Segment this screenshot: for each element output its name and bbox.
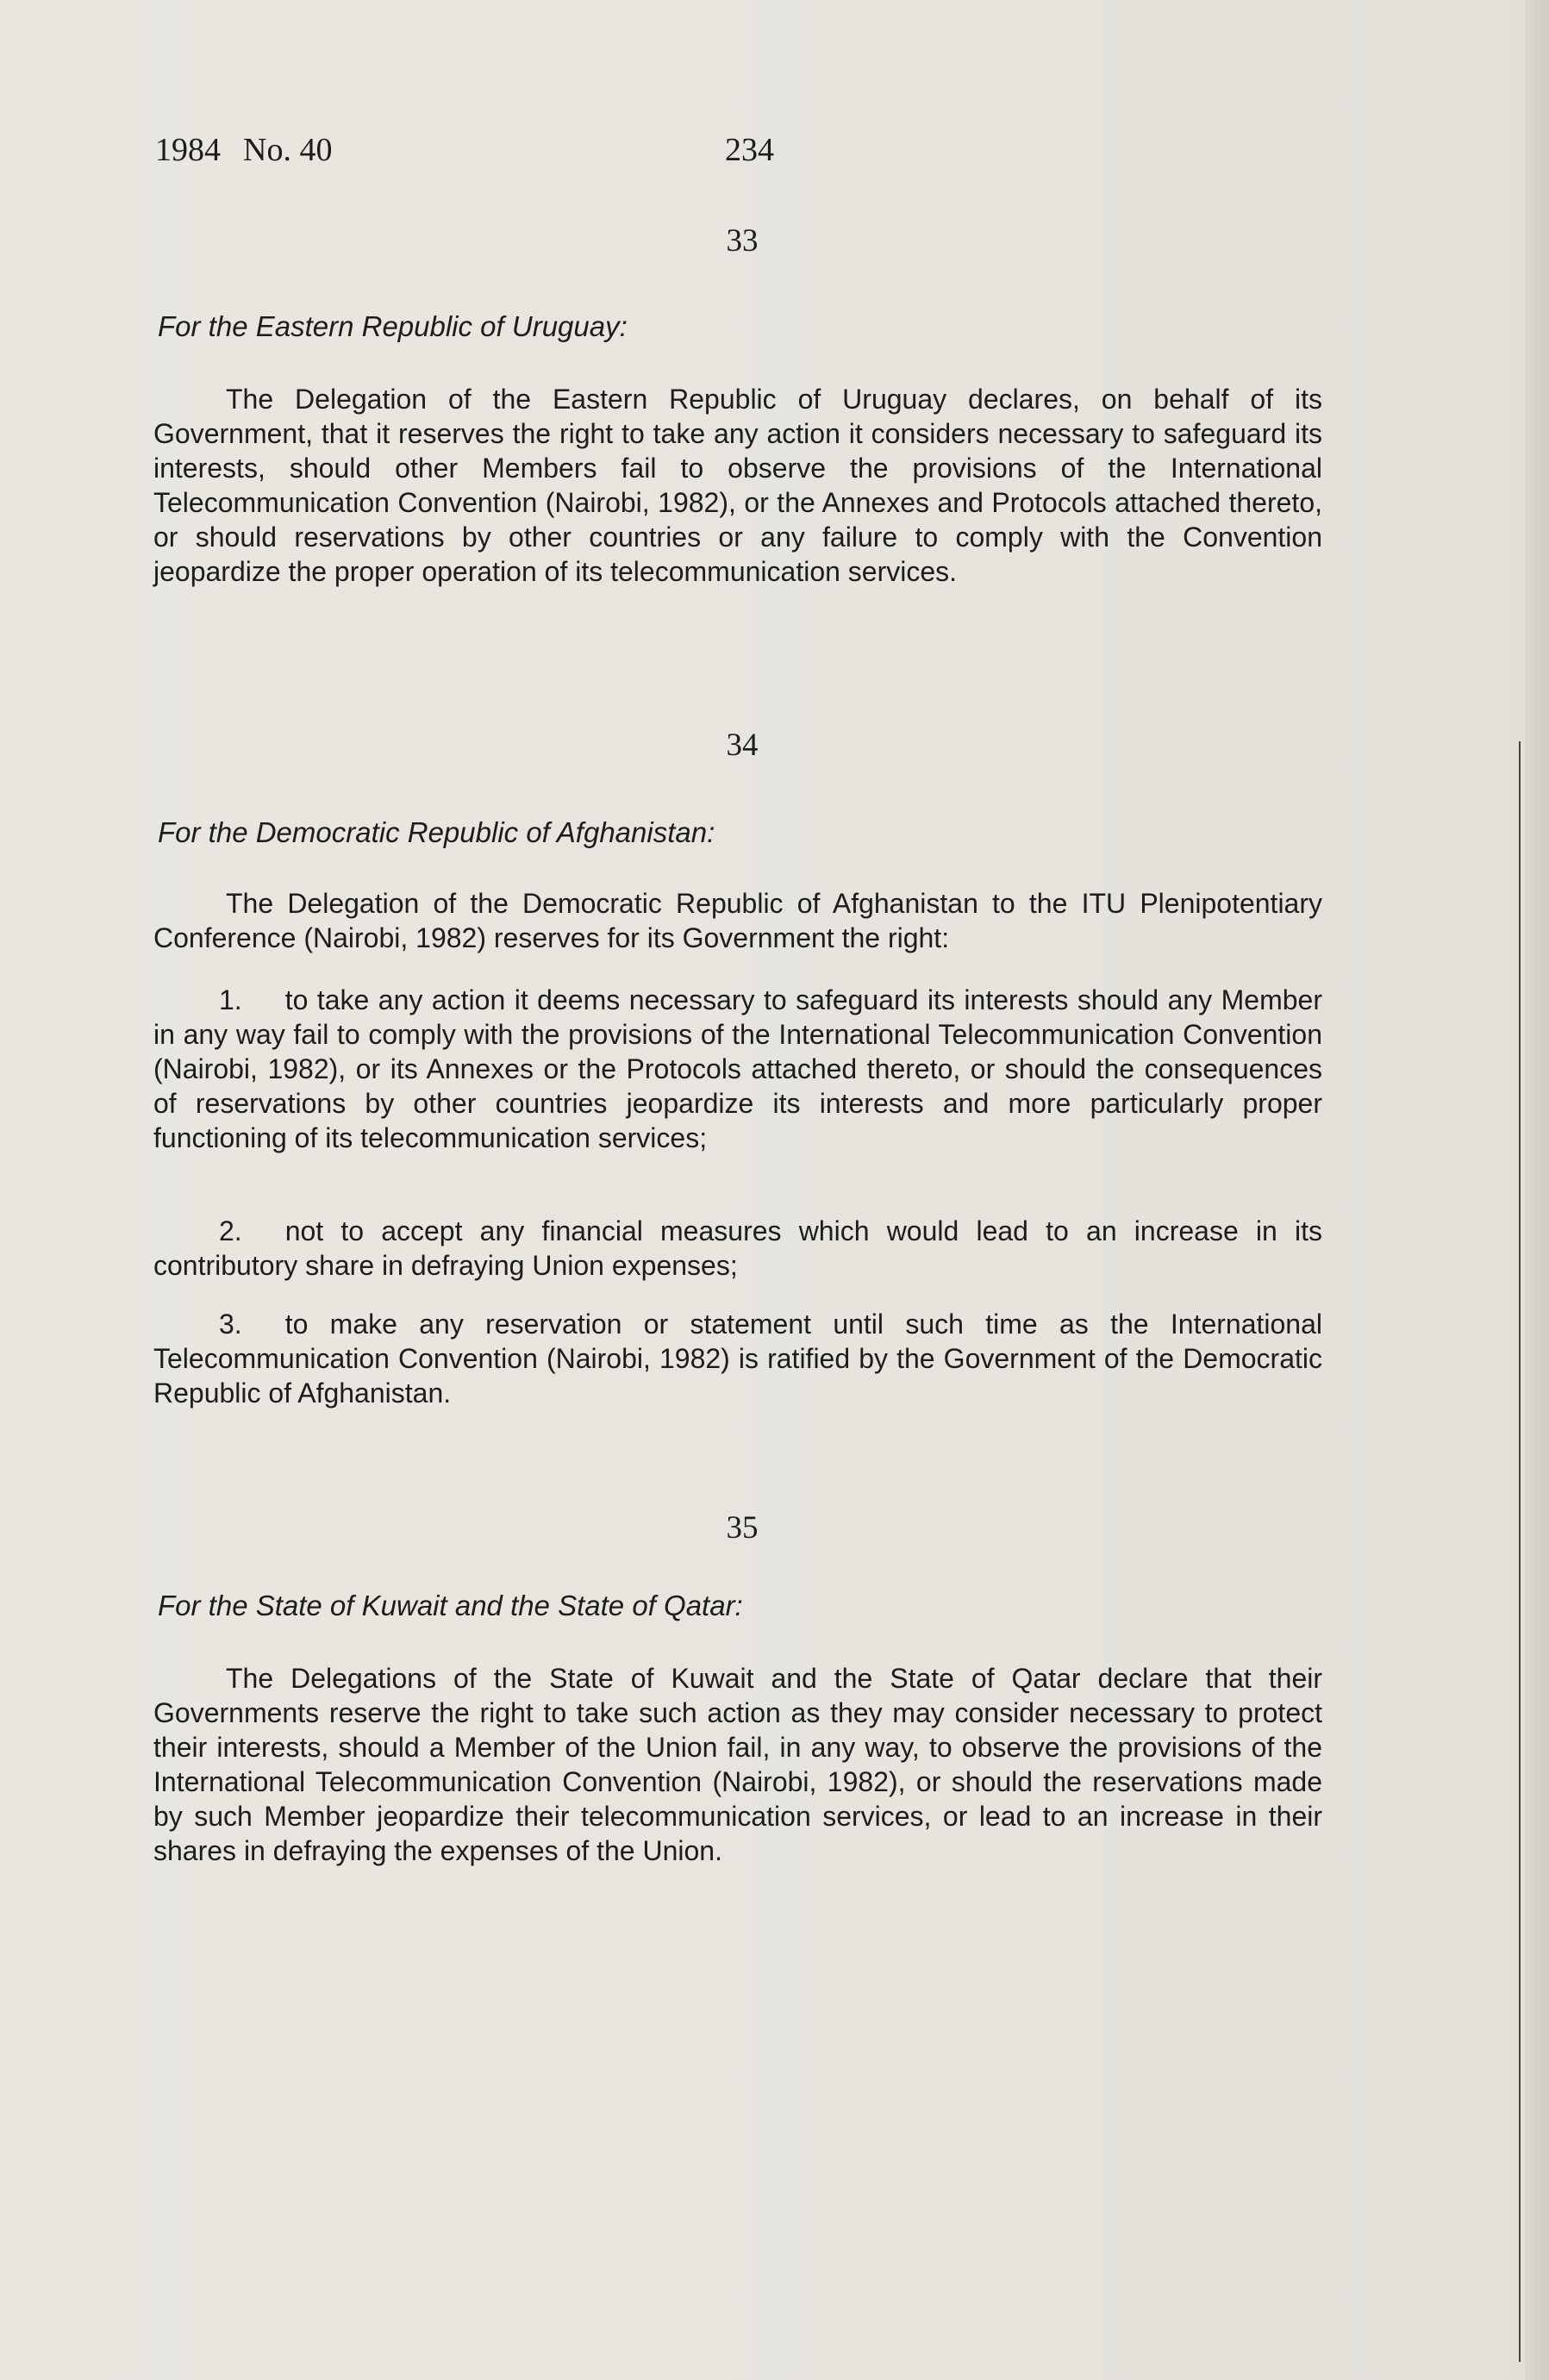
section-paragraph-uruguay: The Delegation of the Eastern Republic of Uruguay declares, on behalf of its Government, that it reserves the right to take any action it considers necessary to safeguard its interests, should other Members fail to observe the provisions of the International Telecommunication Convention (Nairobi, 1982), or the Annexes and Protocols attached thereto, or should reservations by other countries or any failure to comply with the Convention jeopardize the proper operation of its telecommunication services. <box>153 384 1322 587</box>
list-item-number: 2. <box>219 1215 242 1246</box>
section-paragraph-afghanistan: The Delegation of the Democratic Republic of Afghanistan to the ITU Plenipotentiary Conference (Nairobi, 1982) reserves for its Government the right: <box>153 888 1322 953</box>
header-page-number: 234 <box>725 132 774 168</box>
list-item-text: to make any reservation or statement until such time as the International Telecommunication Convention (Nairobi, 1982) is ratified by the Government of the Democratic Republic of Afghanistan. <box>153 1309 1322 1409</box>
section-number-34: 34 <box>726 728 759 763</box>
list-item <box>153 1214 1322 1283</box>
list-item-text: to take any action it deems necessary to safeguard its interests should any Member in any way fail to comply with the provisions of the International Telecommunication Convention (Nairobi, 1982), or its Annexes or the Protocols attached thereto, or should the consequences of reservations by other countries jeopardize its interests and more particularly proper functioning of its telecommunication services; <box>153 984 1322 1153</box>
section-title-uruguay: For the Eastern Republic of Uruguay: <box>158 310 628 342</box>
list-item <box>153 983 1322 1155</box>
section-number-33: 33 <box>726 223 759 259</box>
section-paragraph-kuwait-qatar: The Delegations of the State of Kuwait and the State of Qatar declare that their Governments reserve the right to take such action as they may consider necessary to protect their interests, should a Member of the Union fail, in any way, to observe the provisions of the International Telecommunication Convention (Nairobi, 1982), or should the reservations made by such Member jeopardize their telecommunication services, or lead to an increase in their shares in defraying the expenses of the Union. <box>153 1663 1322 1866</box>
section-title-kuwait-qatar: For the State of Kuwait and the State of Qatar: <box>158 1590 743 1621</box>
list-item-number: 1. <box>219 984 242 1015</box>
list-item <box>153 1307 1322 1410</box>
page-edge-shadow <box>1525 0 1549 2380</box>
section-number-35: 35 <box>726 1510 759 1546</box>
margin-rule <box>1519 741 1521 2362</box>
list-item-text: not to accept any financial measures which would lead to an increase in its contributory share in defraying Union expenses; <box>153 1215 1322 1281</box>
header-year: 1984 <box>155 132 221 168</box>
header-number: No. 40 <box>243 132 333 168</box>
section-title-afghanistan: For the Democratic Republic of Afghanistan: <box>158 816 715 848</box>
page-header <box>155 131 774 169</box>
list-item-number: 3. <box>219 1309 242 1340</box>
